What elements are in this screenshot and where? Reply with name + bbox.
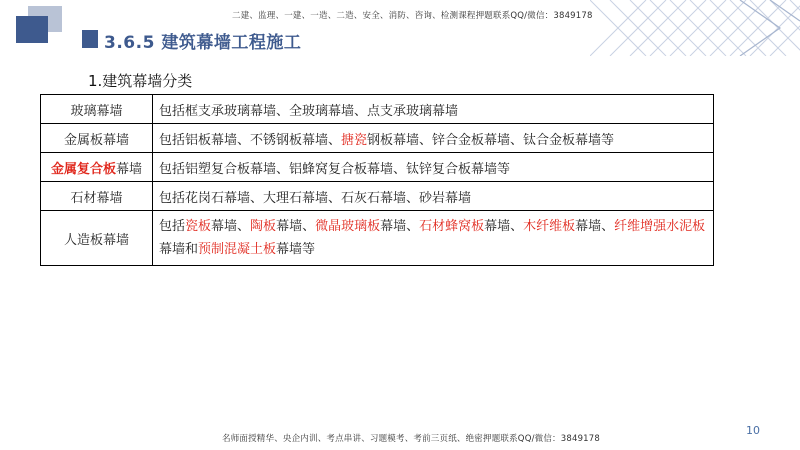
category-name-cell	[41, 153, 153, 182]
table-row	[41, 124, 714, 153]
description-text: 包括花岗石幕墙、大理石幕墙、石灰石幕墙、砂岩幕墙	[159, 190, 472, 206]
category-name-cell	[41, 211, 153, 266]
category-name-text: 人造板幕墙	[63, 232, 129, 248]
category-name-text: 金属板幕墙	[63, 132, 129, 148]
classification-table	[40, 94, 714, 266]
table-row	[41, 95, 714, 124]
title-accent-bar	[82, 30, 98, 48]
category-name-text: 石材幕墙	[70, 190, 123, 206]
highlighted-term: 金属复合板	[50, 161, 116, 177]
highlighted-term: 微晶玻璃板	[315, 219, 381, 234]
description-text: 幕墙、	[380, 219, 420, 234]
category-description-cell	[153, 124, 714, 153]
highlighted-term: 瓷板	[185, 219, 212, 234]
highlighted-term: 预制混凝土板	[198, 242, 277, 257]
category-description-cell	[153, 182, 714, 211]
subtitle: 1.建筑幕墙分类	[88, 72, 193, 90]
category-name-cell	[41, 182, 153, 211]
description-text: 包括	[159, 219, 186, 234]
description-text: 幕墙和	[159, 242, 199, 257]
description-text: 幕墙、	[211, 219, 251, 234]
category-name-cell	[41, 95, 153, 124]
highlighted-term: 搪瓷	[341, 132, 368, 148]
footer-notice: 名师面授精华、央企内训、考点串讲、习题模考、考前三页纸、绝密押题联系QQ/微信：3849178	[222, 434, 601, 444]
highlighted-term: 木纤维板	[523, 219, 576, 234]
category-name-cell	[41, 124, 153, 153]
description-text: 包括框支承玻璃幕墙、全玻璃幕墙、点支承玻璃幕墙	[159, 103, 459, 119]
corner-decoration-square-accent	[16, 16, 48, 43]
category-description-cell	[153, 153, 714, 182]
description-text: 幕墙等	[276, 242, 316, 257]
highlighted-term: 石材蜂窝板	[419, 219, 485, 234]
description-text: 钢板幕墙、锌合金板幕墙、钛合金板幕墙等	[367, 132, 615, 148]
table-row	[41, 182, 714, 211]
description-text: 幕墙、	[575, 219, 615, 234]
highlighted-term: 纤维增强水泥板	[614, 219, 706, 234]
description-text: 幕墙、	[484, 219, 524, 234]
table-row	[41, 153, 714, 182]
header-notice: 二建、监理、一建、一造、二造、安全、消防、咨询、检测课程押题联系QQ/微信：3849178	[232, 11, 593, 21]
lattice-decoration	[590, 0, 800, 56]
category-description-cell	[153, 211, 714, 266]
category-name-text: 幕墙	[116, 161, 143, 177]
description-text: 包括铝塑复合板幕墙、铝蜂窝复合板幕墙、钛锌复合板幕墙等	[159, 161, 511, 177]
category-description-cell	[153, 95, 714, 124]
description-text: 包括铝板幕墙、不锈钢板幕墙、	[159, 132, 342, 148]
category-name-text: 玻璃幕墙	[70, 103, 123, 119]
table-row	[41, 211, 714, 266]
page-number: 10	[746, 424, 760, 437]
section-title: 3.6.5 建筑幕墙工程施工	[104, 33, 302, 53]
description-text: 幕墙、	[276, 219, 316, 234]
highlighted-term: 陶板	[250, 219, 277, 234]
